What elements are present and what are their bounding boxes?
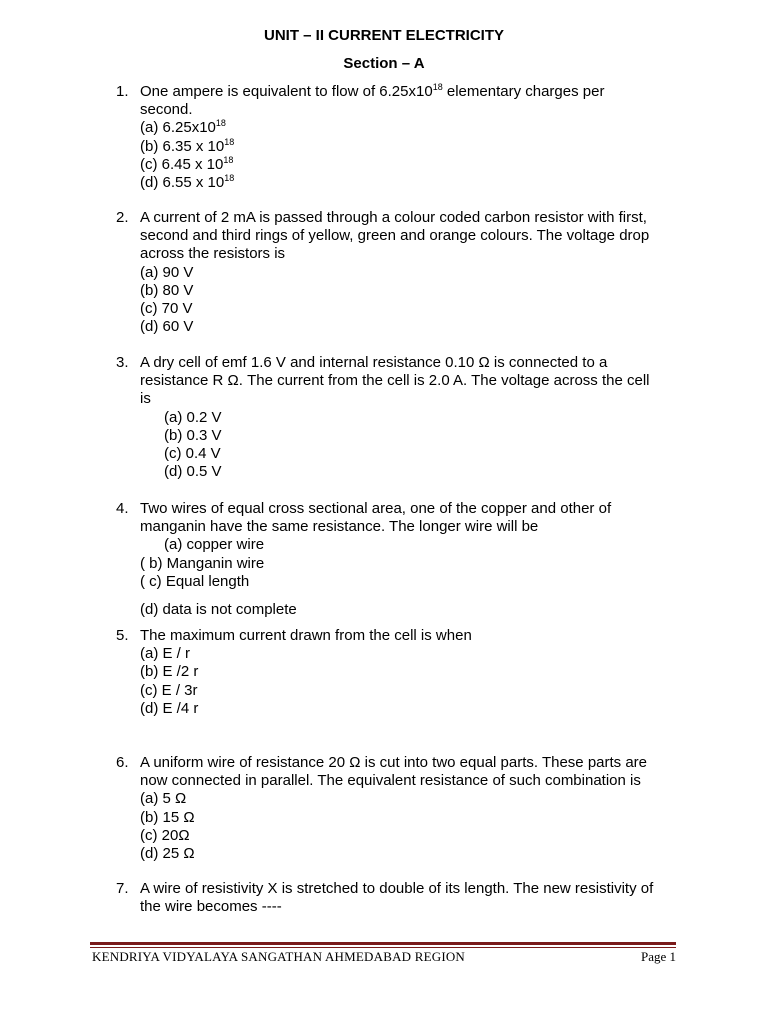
page-number: Page 1 <box>640 949 676 964</box>
question-4 <box>116 500 676 619</box>
question-number: 2. <box>116 209 129 226</box>
footer-rule-thin <box>90 947 676 948</box>
question-3 <box>116 354 676 481</box>
option-c: (c) 6.45 x $10^{18}$ <box>140 154 234 173</box>
footer-rule-thick <box>90 942 676 945</box>
question-text: is <box>140 390 151 408</box>
question-1 <box>116 83 676 192</box>
option-b: (b) 80 V <box>140 281 194 299</box>
question-text: resistance R Ω. The current from the cell is 2.0 A. The voltage across the cell <box>140 372 650 390</box>
option-a: (a) 90 V <box>140 263 194 281</box>
option-c: (c) 20Ω <box>140 826 190 844</box>
option-c: ( c) Equal length <box>140 572 250 590</box>
question-7 <box>116 880 676 916</box>
option-c: (c) 0.4 V <box>164 445 221 463</box>
question-text: A dry cell of emf 1.6 V and internal resistance 0.10 Ω is connected to a <box>140 354 608 371</box>
question-number: 3. <box>116 354 129 371</box>
question-text: A current of 2 mA is passed through a colour coded carbon resistor with first, <box>140 209 647 226</box>
question-number: 7. <box>116 880 129 897</box>
question-text: A wire of resistivity X is stretched to double of its length. The new resistivity of <box>140 880 654 897</box>
option-c: (c) 70 V <box>140 300 193 318</box>
option-b: ( b) Manganin wire <box>140 554 265 572</box>
question-text: the wire becomes ---- <box>140 898 282 916</box>
question-text: Two wires of equal cross sectional area, one of the copper and other of <box>140 500 612 517</box>
option-b: (b) 6.35 x $10^{18}$ <box>140 136 235 155</box>
option-a: (a) copper wire <box>164 536 265 554</box>
option-a: (a) E / r <box>140 645 191 663</box>
question-text: across the resistors is <box>140 245 286 263</box>
question-6 <box>116 754 676 863</box>
question-text: second and third rings of yellow, green and orange colours. The voltage drop <box>140 227 650 245</box>
option-b: (b) 0.3 V <box>164 426 222 444</box>
question-number: 5. <box>116 627 129 644</box>
footer-organization: KENDRIYA VIDYALAYA SANGATHAN AHMEDABAD REGION <box>92 949 466 964</box>
option-b: (b) 15 Ω <box>140 808 195 826</box>
question-number: 4. <box>116 500 129 517</box>
question-text: A uniform wire of resistance 20 Ω is cut into two equal parts. These parts are <box>140 754 648 771</box>
question-number: 6. <box>116 754 129 771</box>
question-text: manganin have the same resistance. The longer wire will be <box>140 518 539 536</box>
option-d: (d) 60 V <box>140 318 194 336</box>
section-heading: Section – A <box>343 55 425 72</box>
option-a: (a) $6.25x10^{18}$ <box>140 118 226 137</box>
question-text: The maximum current drawn from the cell is when <box>140 627 472 644</box>
option-c: (c) E / 3r <box>140 681 198 699</box>
option-d: (d) 6.55 x $10^{18}$ <box>140 173 235 192</box>
option-d: (d) E /4 r <box>140 699 199 717</box>
question-5 <box>116 627 676 718</box>
question-text: One ampere is equivalent to flow of $6.25x10^{18}$ elementary charges per <box>140 82 605 100</box>
question-text: second. <box>140 101 193 119</box>
option-b: (b) E /2 r <box>140 663 199 681</box>
option-d: (d) 0.5 V <box>164 463 222 481</box>
option-a: (a) 5 Ω <box>140 790 187 808</box>
question-text: now connected in parallel. The equivalent resistance of such combination is <box>140 772 641 790</box>
question-2 <box>116 209 676 336</box>
option-a: (a) 0.2 V <box>164 408 222 426</box>
question-number: 1. <box>116 83 129 100</box>
page-title: UNIT – II CURRENT ELECTRICITY <box>263 27 504 44</box>
option-d: (d) 25 Ω <box>140 845 195 863</box>
option-d: (d) data is not complete <box>140 601 297 619</box>
